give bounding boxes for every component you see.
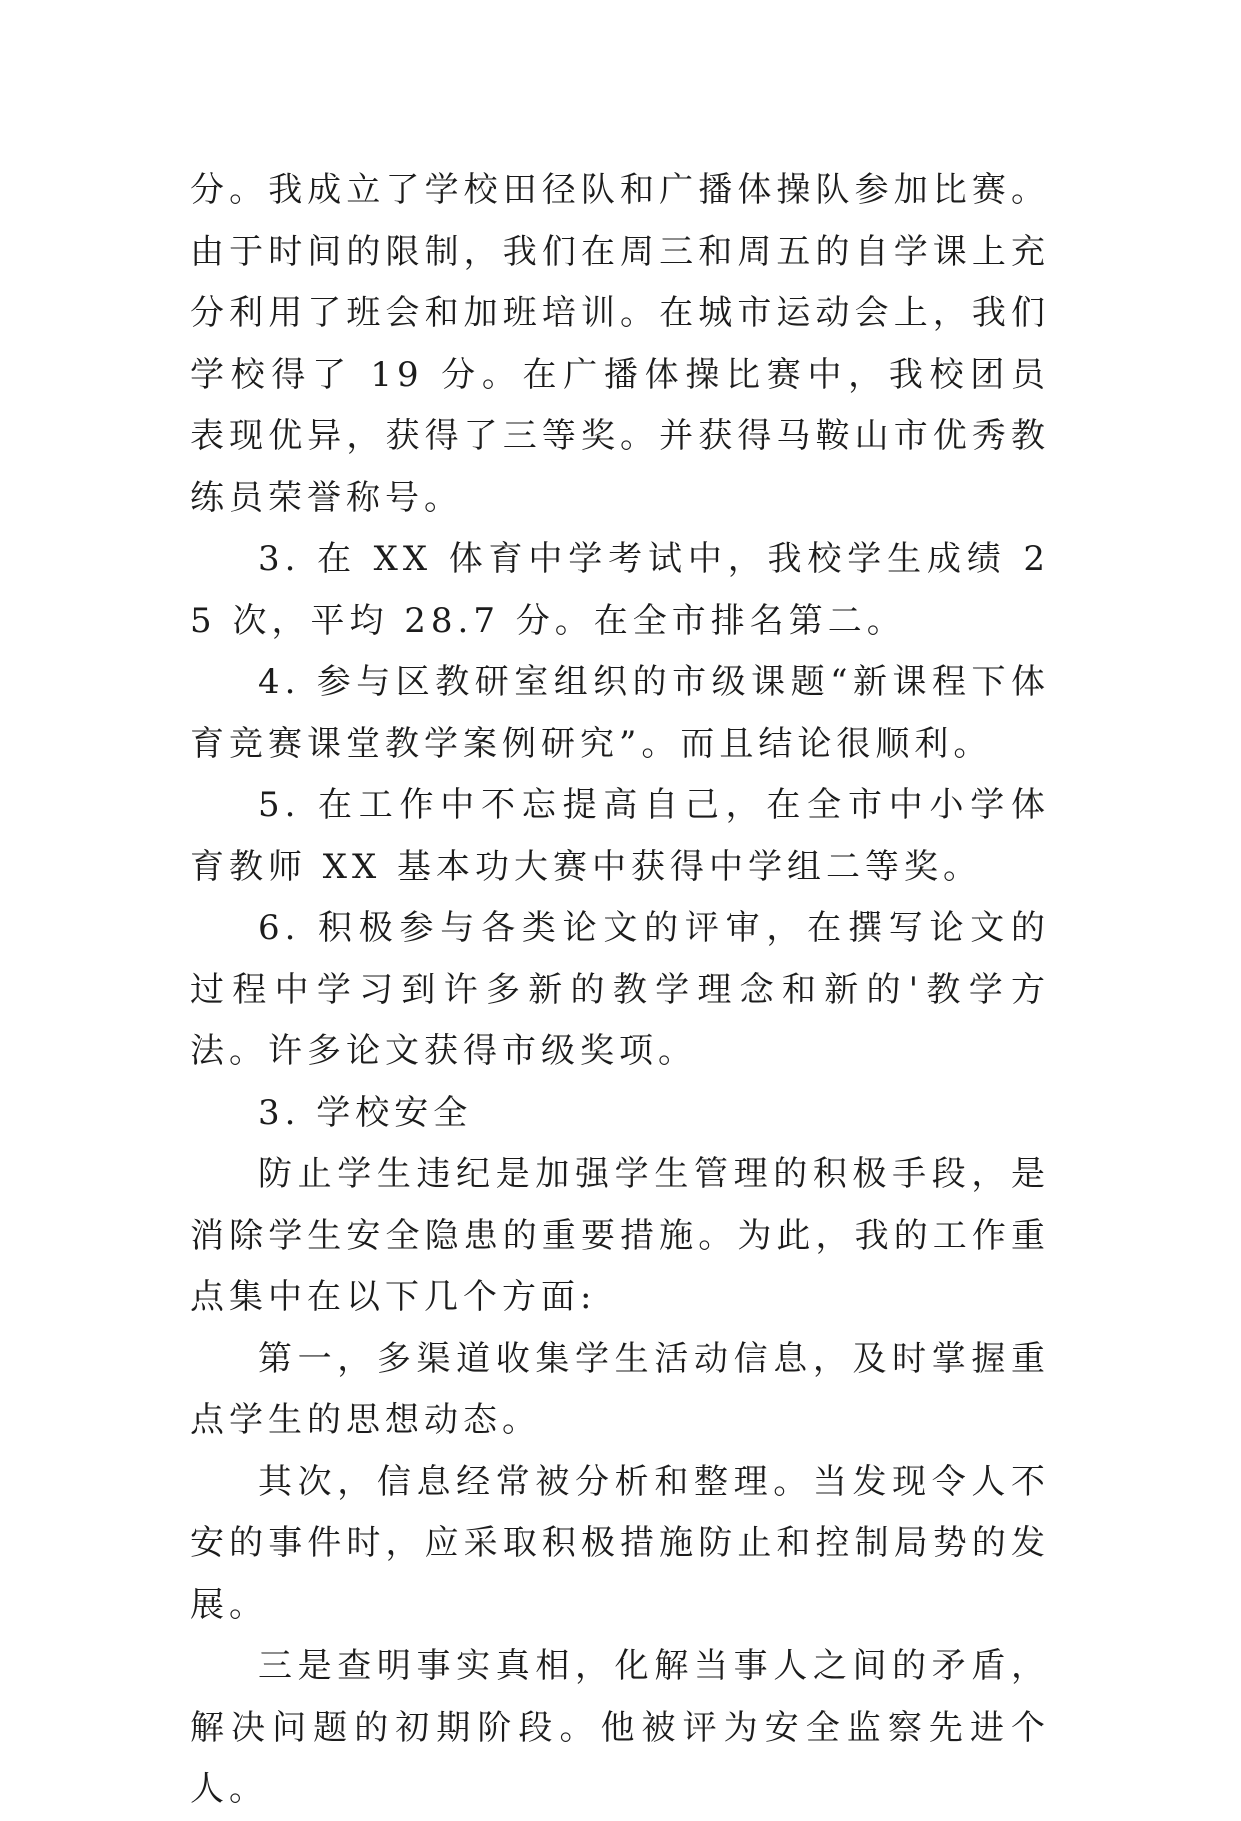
paragraph-continuation: 分。我成立了学校田径队和广播体操队参加比赛。由于时间的限制，我们在周三和周五的自学课上充分利用了班会和加班培训。在城市运动会上，我们学校得了 19 分。在广播体操比赛中，我校团员表现优异，获得了三等奖。并获得马鞍山市优秀教练员荣誉称号。 — [190, 170, 1050, 518]
paragraph-safety-intro: 防止学生违纪是加强学生管理的积极手段，是消除学生安全隐患的重要措施。为此，我的工作重点集中在以下几个方面: — [190, 1154, 1050, 1317]
paragraph-safety-second: 其次，信息经常被分析和整理。当发现令人不安的事件时，应采取积极措施防止和控制局势的发展。 — [190, 1461, 1050, 1625]
paragraph-item-4-research: 4. 参与区教研室组织的市级课题“新课程下体育竞赛课堂教学案例研究”。而且结论很顺利。 — [190, 662, 1050, 764]
document-body — [190, 160, 1050, 1821]
paragraph-item-5-competition: 5. 在工作中不忘提高自己，在全市中小学体育教师 XX 基本功大赛中获得中学组二等奖。 — [190, 785, 1050, 887]
paragraph-safety-first: 第一，多渠道收集学生活动信息，及时掌握重点学生的思想动态。 — [190, 1338, 1050, 1440]
paragraph-item-6-papers: 6. 积极参与各类论文的评审，在撰写论文的过程中学习到许多新的教学理念和新的'教学方法。许多论文获得市级奖项。 — [190, 908, 1050, 1071]
paragraph-item-3-exam: 3. 在 XX 体育中学考试中，我校学生成绩 25 次，平均 28.7 分。在全市排名第二。 — [190, 539, 1050, 641]
paragraph-safety-third: 三是查明事实真相，化解当事人之间的矛盾，解决问题的初期阶段。他被评为安全监察先进个人。 — [190, 1646, 1050, 1809]
section-heading-school-safety: 3. 学校安全 — [258, 1092, 473, 1133]
